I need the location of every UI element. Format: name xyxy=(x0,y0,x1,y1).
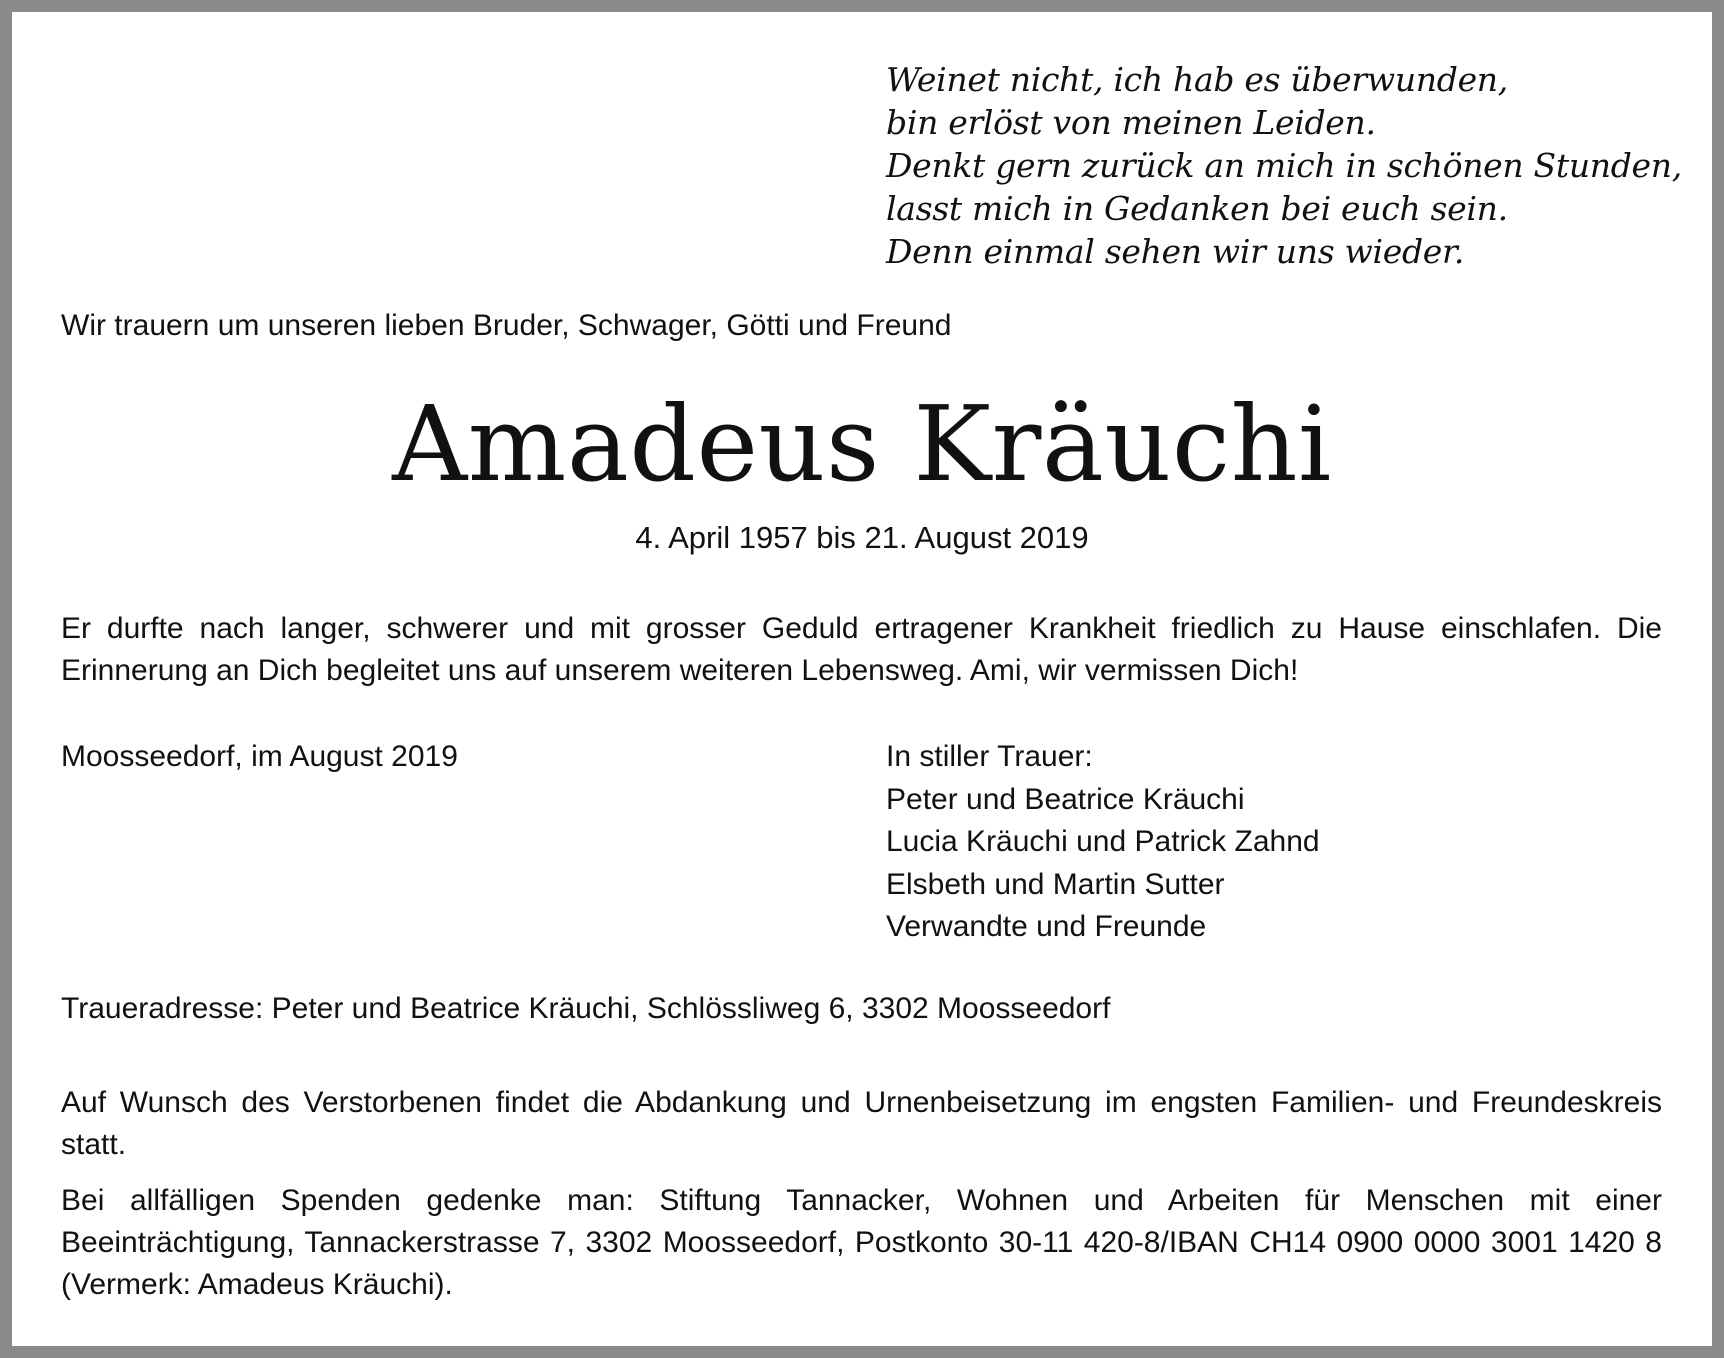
mourner-name: Elsbeth und Martin Sutter xyxy=(886,867,1225,901)
message-paragraph: Er durfte nach langer, schwerer und mit grosser Geduld ertragener Krankheit friedlich zu Hause einschlafen. Die Erinnerung an Dich begleitet uns auf unserem weiteren Lebensweg. Ami, wir vermissen Dich! xyxy=(61,612,1662,687)
obituary-card xyxy=(12,12,1712,1346)
mourner-name: Verwandte und Freunde xyxy=(886,910,1207,943)
mourner-name: Lucia Kräuchi und Patrick Zahnd xyxy=(886,825,1320,858)
poem-line: lasst mich in Gedanken bei euch sein. xyxy=(886,189,1508,228)
mourners-list xyxy=(886,736,1320,949)
life-dates: 4. April 1957 bis 21. August 2019 xyxy=(635,520,1089,555)
funeral-note: Auf Wunsch des Verstorbenen findet die Abdankung und Urnenbeisetzung im engsten Familien- und Freundeskreis statt. xyxy=(61,1086,1662,1161)
intro-text: Wir trauern um unseren lieben Bruder, Schwager, Götti und Freund xyxy=(61,309,952,342)
mourning-address: Traueradresse: Peter und Beatrice Kräuchi, Schlössliweg 6, 3302 Moosseedorf xyxy=(61,992,1111,1025)
poem-line: Denn einmal sehen wir uns wieder. xyxy=(886,232,1465,271)
poem xyxy=(886,58,1682,273)
poem-line: bin erlöst von meinen Leiden. xyxy=(886,103,1376,142)
mourner-name: Peter und Beatrice Kräuchi xyxy=(886,782,1245,816)
place-date: Moosseedorf, im August 2019 xyxy=(61,740,458,773)
deceased-name: Amadeus Kräuchi xyxy=(392,383,1332,505)
poem-line: Weinet nicht, ich hab es überwunden, xyxy=(886,60,1508,99)
mourners-heading: In stiller Trauer: xyxy=(886,740,1093,773)
donation-note: Bei allfälligen Spenden gedenke man: Stiftung Tannacker, Wohnen und Arbeiten für Menschen mit einer Beeinträchtigung, Tannackerstrasse 7, 3302 Moosseedorf, Postkonto 30-11 420-8/IBAN CH14 0900 0000 3001 1420 8 (Vermerk: Amadeus Kräuchi). xyxy=(61,1184,1662,1301)
poem-line: Denkt gern zurück an mich in schönen Stunden, xyxy=(886,146,1682,185)
